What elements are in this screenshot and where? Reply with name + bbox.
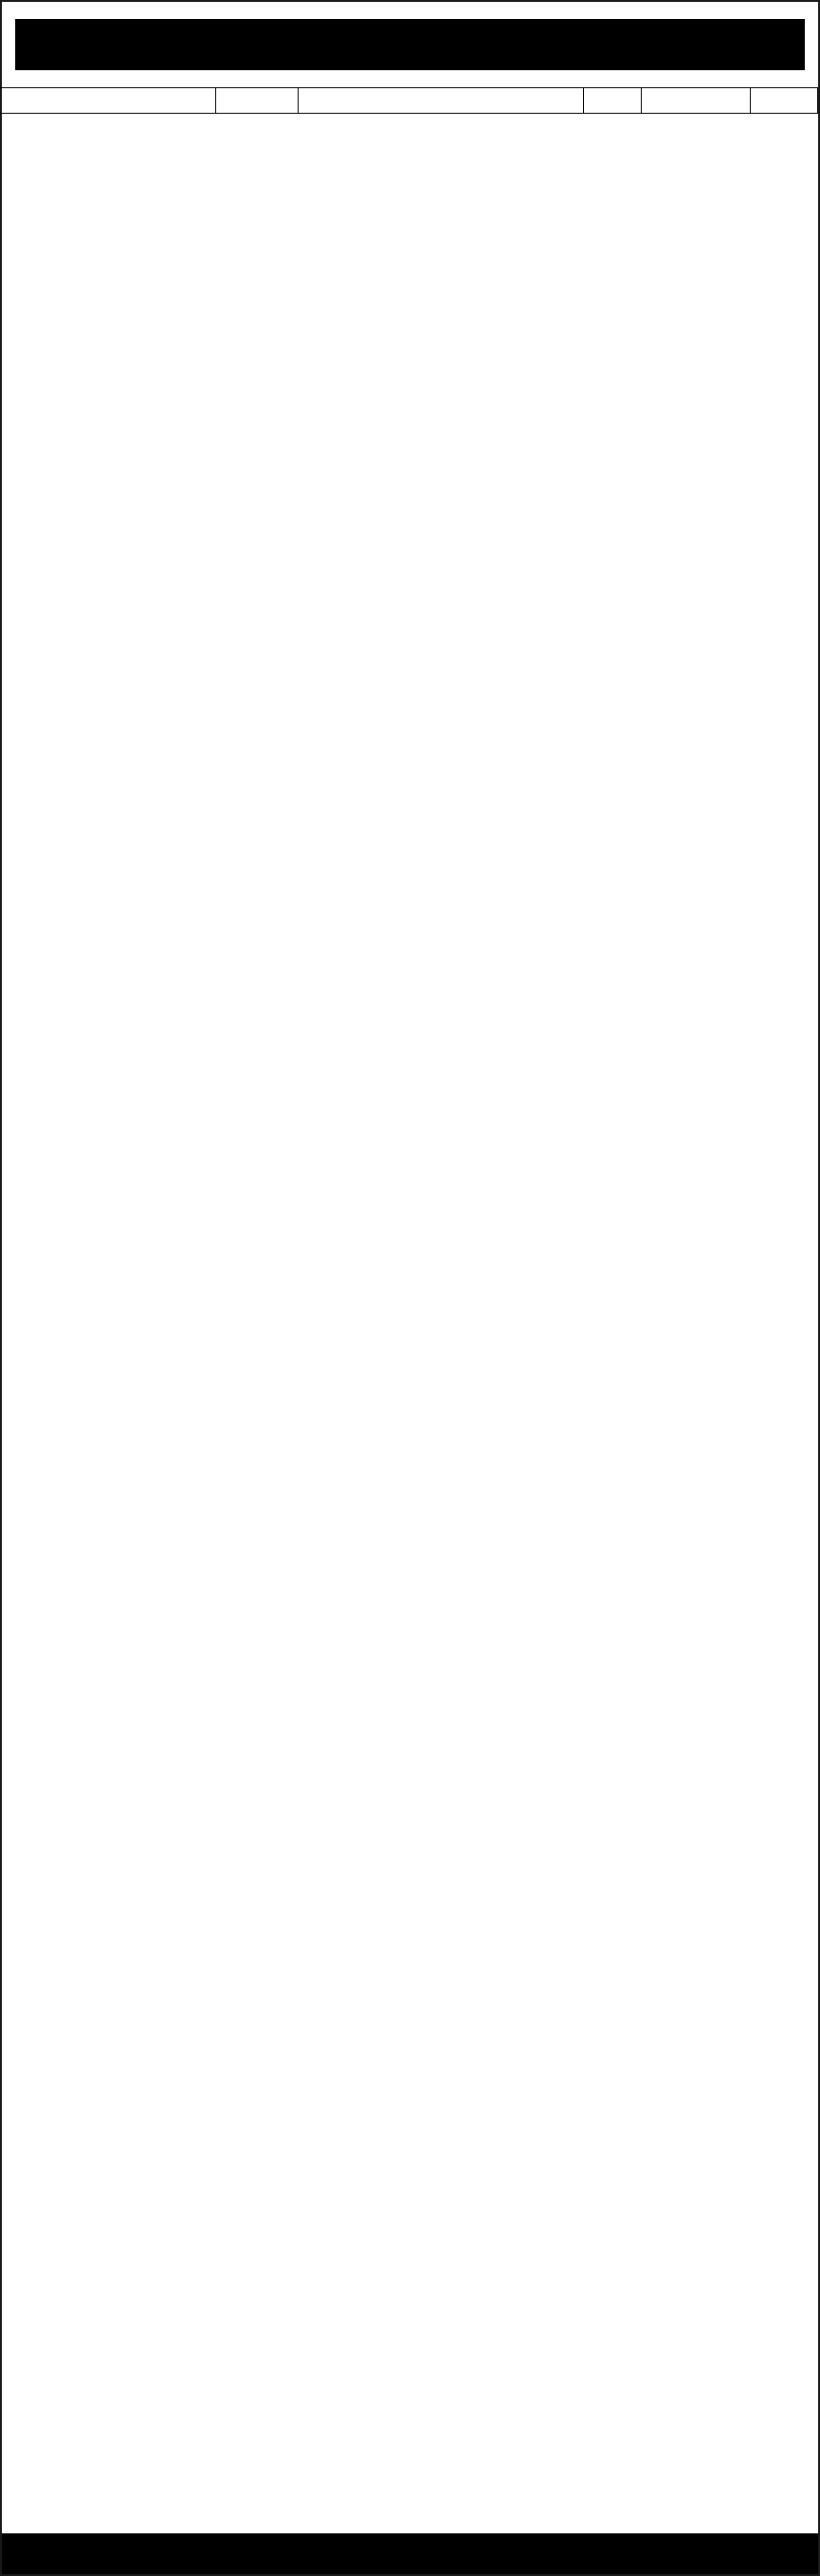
column-header-serial	[751, 88, 818, 114]
terms-top	[2, 123, 818, 125]
column-header-criteria	[299, 88, 584, 114]
intro-paragraph	[2, 74, 818, 85]
footer-band	[2, 2533, 818, 2574]
vacancy-table	[0, 87, 818, 114]
pid-row	[2, 138, 818, 150]
column-header-count	[584, 88, 642, 114]
document-header	[2, 2, 818, 15]
column-header-post	[642, 88, 751, 114]
vacancy-table-header-row	[0, 88, 818, 114]
vacancies-banner	[15, 19, 805, 70]
column-header-quota	[0, 88, 216, 114]
pid-number	[776, 138, 818, 150]
column-header-age	[216, 88, 299, 114]
terms-title	[2, 114, 818, 123]
